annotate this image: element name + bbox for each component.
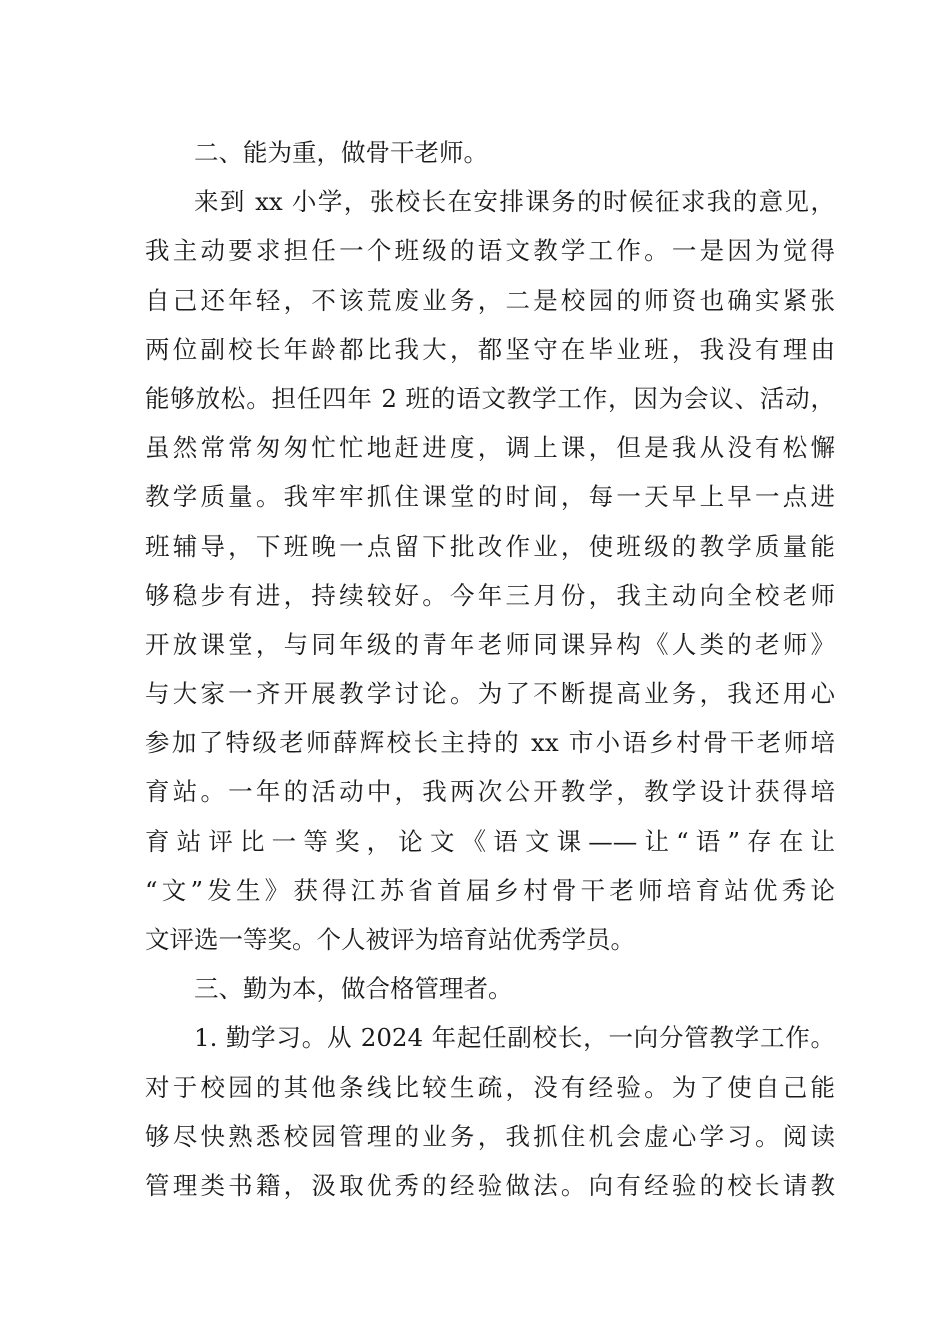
text-line: 育站评比一等奖，论文《语文课——让“语”存在让 bbox=[145, 826, 835, 856]
text-line: 育站。一年的活动中，我两次公开教学，教学设计获得培 bbox=[145, 777, 835, 807]
text-line: 1. 勤学习。从 2024 年起任副校长，一向分管教学工作。 bbox=[194, 1023, 835, 1053]
text-line: 自己还年轻，不该荒废业务，二是校园的师资也确实紧张 bbox=[145, 285, 835, 315]
text-line: “文”发生》获得江苏省首届乡村骨干老师培育站优秀论 bbox=[145, 875, 835, 905]
text-line: 能够放松。担任四年 2 班的语文教学工作，因为会议、活动， bbox=[145, 383, 835, 413]
text-line: 参加了特级老师薛辉校长主持的 xx 市小语乡村骨干老师培 bbox=[145, 728, 835, 758]
text-line: 班辅导，下班晚一点留下批改作业，使班级的教学质量能 bbox=[145, 531, 835, 561]
text-line: 两位副校长年龄都比我大，都坚守在毕业班，我没有理由 bbox=[145, 334, 835, 364]
text-line: 来到 xx 小学，张校长在安排课务的时候征求我的意见， bbox=[194, 187, 835, 217]
text-line: 与大家一齐开展教学讨论。为了不断提高业务，我还用心 bbox=[145, 679, 835, 709]
text-line: 文评选一等奖。个人被评为培育站优秀学员。 bbox=[145, 925, 635, 954]
text-line: 管理类书籍，汲取优秀的经验做法。向有经验的校长请教 bbox=[145, 1170, 835, 1200]
text-line: 够尽快熟悉校园管理的业务，我抓住机会虚心学习。阅读 bbox=[145, 1121, 835, 1151]
text-line: 够稳步有进，持续较好。今年三月份，我主动向全校老师 bbox=[145, 580, 835, 610]
text-line: 对于校园的其他条线比较生疏，没有经验。为了使自己能 bbox=[145, 1072, 835, 1102]
document-body bbox=[145, 128, 835, 1210]
text-line: 教学质量。我牢牢抓住课堂的时间，每一天早上早一点进 bbox=[145, 482, 835, 512]
text-line: 我主动要求担任一个班级的语文教学工作。一是因为觉得 bbox=[145, 236, 835, 266]
text-line: 虽然常常匆匆忙忙地赶进度，调上课，但是我从没有松懈 bbox=[145, 433, 835, 463]
text-line: 三、勤为本，做合格管理者。 bbox=[194, 974, 513, 1004]
text-line: 开放课堂，与同年级的青年老师同课异构《人类的老师》 bbox=[145, 629, 835, 659]
text-line: 二、能为重，做骨干老师。 bbox=[194, 138, 488, 167]
